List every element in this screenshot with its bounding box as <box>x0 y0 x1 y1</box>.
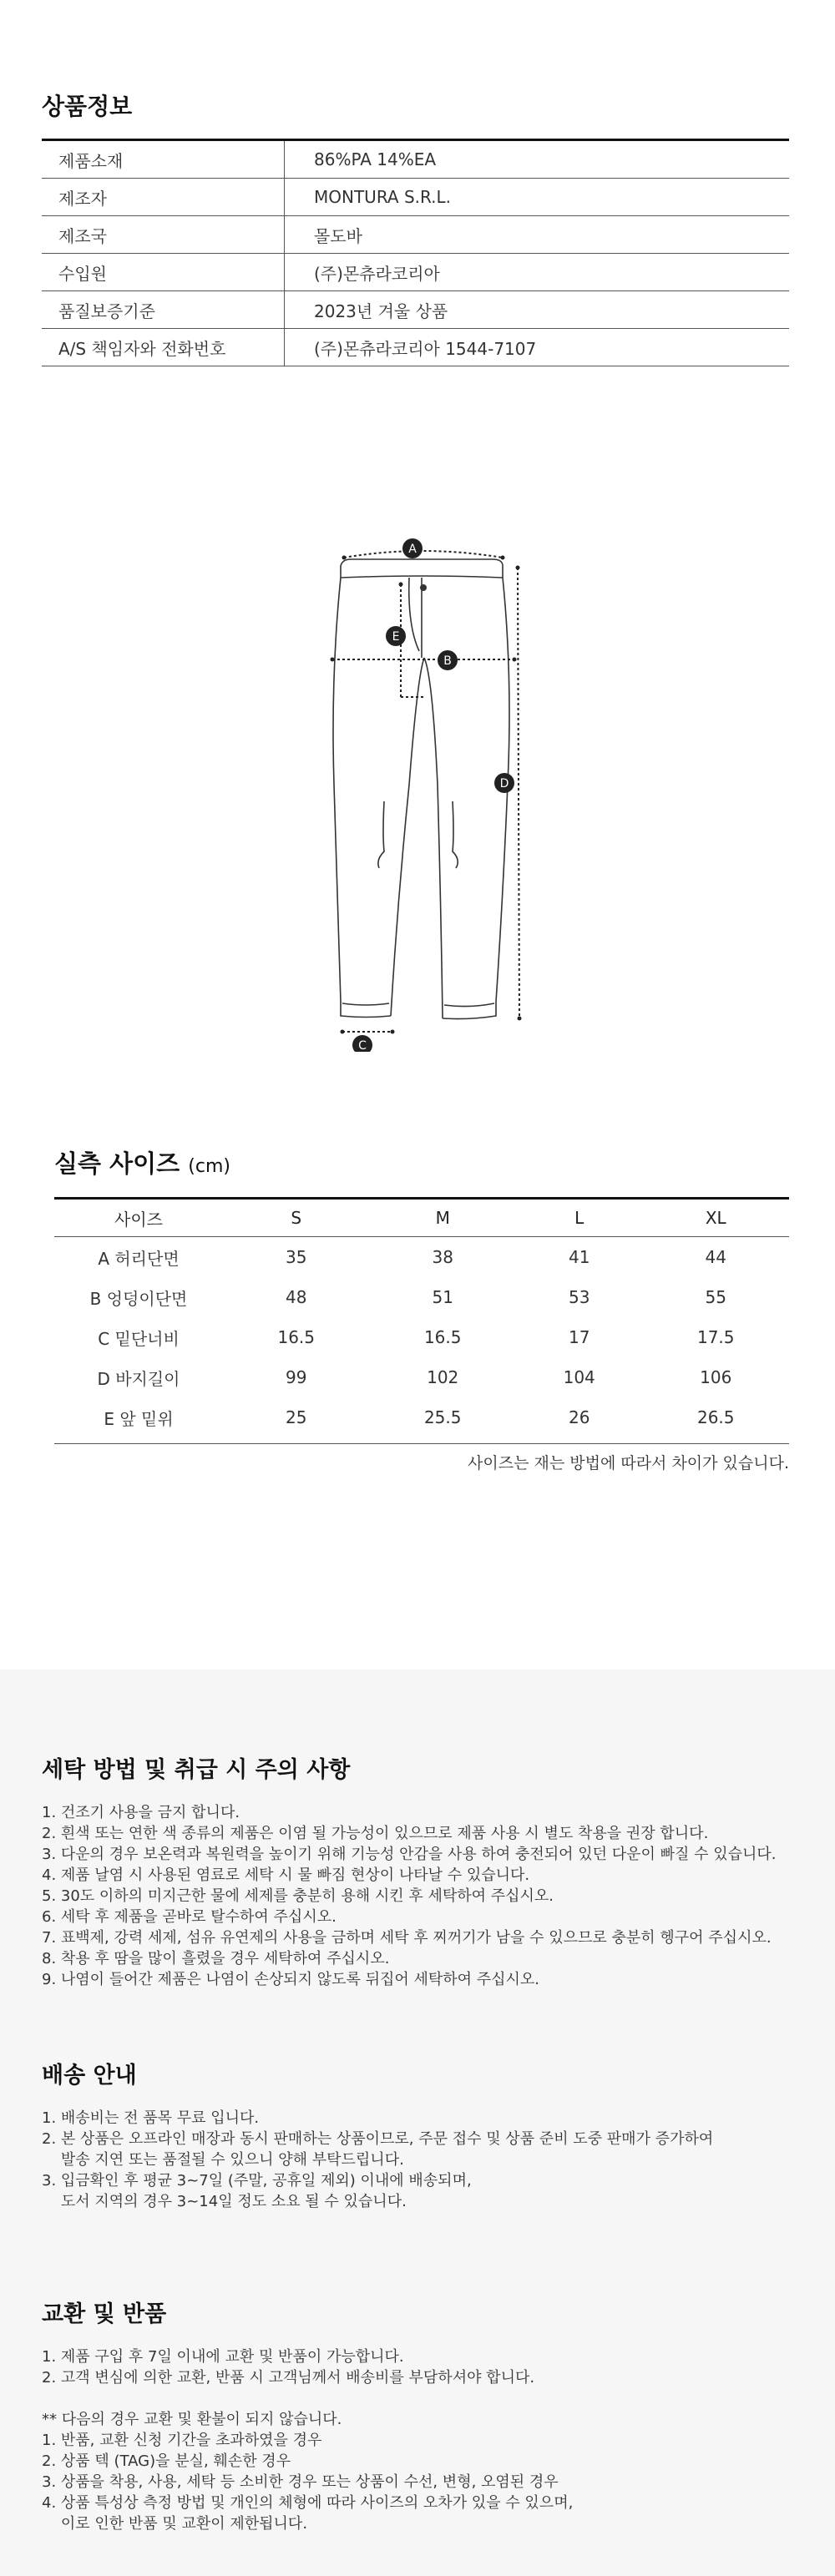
care-line: 9. 나염이 들어간 제품은 나염이 손상되지 않도록 뒤집어 세탁하여 주십시오. <box>42 1971 540 1988</box>
care-line: 1. 건조기 사용을 금지 합니다. <box>42 1804 240 1821</box>
cell: 26.5 <box>696 1407 735 1427</box>
cell: 106 <box>700 1367 732 1387</box>
info-label: 제조국 <box>42 216 285 254</box>
cell: 38 <box>432 1247 453 1267</box>
marker-e <box>386 626 406 646</box>
cell: 26 <box>568 1407 590 1427</box>
table-row <box>54 1397 789 1444</box>
product-info-table <box>42 139 789 366</box>
marker-d <box>494 773 514 793</box>
returns-line: ** 다음의 경우 교환 및 환불이 되지 않습니다. <box>42 2411 342 2428</box>
info-value: 86%PA 14%EA <box>285 140 790 179</box>
returns-line: 이로 인한 반품 및 교환이 제한됩니다. <box>42 2515 308 2533</box>
care-line: 3. 다운의 경우 보온력과 복원력을 높이기 위해 기능성 안감을 사용 하여 충전되어 있던 다운이 빠질 수 있습니다. <box>42 1846 777 1863</box>
table-row <box>54 1357 789 1397</box>
info-label: 제품소재 <box>42 140 285 179</box>
cell: 25 <box>286 1407 307 1427</box>
returns-line: 1. 제품 구입 후 7일 이내에 교환 및 반품이 가능합니다. <box>42 2348 404 2366</box>
care-section <box>42 1751 777 1990</box>
marker-d-label: D <box>499 777 509 790</box>
cell: 17 <box>568 1327 590 1347</box>
product-info-title: 상품정보 <box>42 93 133 120</box>
cell: 51 <box>432 1287 453 1307</box>
returns-line: 3. 상품을 착용, 사용, 세탁 등 소비한 경우 또는 상품이 수선, 변형, 오염된 경우 <box>42 2473 559 2491</box>
table-header-row <box>54 1199 789 1237</box>
shipping-line: 도서 지역의 경우 3~14일 정도 소요 될 수 있습니다. <box>42 2193 407 2210</box>
shipping-line: 1. 배송비는 전 품목 무료 입니다. <box>42 2109 260 2127</box>
returns-line: 1. 반품, 교환 신청 기간을 초과하였을 경우 <box>42 2432 322 2449</box>
returns-line <box>42 2388 573 2409</box>
row-label: B 엉덩이단면 <box>89 1288 188 1309</box>
table-row <box>42 291 789 329</box>
size-note: 사이즈는 재는 방법에 따라서 차이가 있습니다. <box>468 1454 789 1472</box>
marker-b <box>438 650 458 670</box>
care-line: 7. 표백제, 강력 세제, 섬유 유연제의 사용을 금하며 세탁 후 찌꺼기가 남을 수 있으므로 충분히 헹구어 주십시오. <box>42 1929 772 1947</box>
measurement-guides <box>332 551 519 1032</box>
marker-c <box>352 1035 372 1052</box>
care-line: 5. 30도 이하의 미지근한 물에 세제를 충분히 용해 시킨 후 세탁하여 주십시오. <box>42 1887 554 1905</box>
column-header: L <box>516 1199 643 1237</box>
row-label: D 바지길이 <box>97 1368 180 1389</box>
info-label: A/S 책임자와 전화번호 <box>42 329 285 366</box>
table-row <box>42 216 789 254</box>
marker-c-label: C <box>358 1039 367 1052</box>
info-value: (주)몬츄라코리아 1544-7107 <box>285 329 790 366</box>
table-row <box>54 1277 789 1317</box>
size-chart-title <box>54 1145 230 1179</box>
cell: 35 <box>286 1247 307 1267</box>
care-title: 세탁 방법 및 취급 시 주의 사항 <box>42 1757 351 1783</box>
returns-line: 2. 고객 변심에 의한 교환, 반품 시 고객님께서 배송비를 부담하셔야 합니다. <box>42 2369 535 2387</box>
marker-b-label: B <box>443 654 452 668</box>
cell: 55 <box>705 1287 726 1307</box>
cell: 25.5 <box>423 1407 462 1427</box>
info-label: 제조자 <box>42 179 285 216</box>
info-label: 품질보증기준 <box>42 291 285 329</box>
cell: 104 <box>563 1367 595 1387</box>
cell: 16.5 <box>277 1327 315 1347</box>
marker-a-label: A <box>408 543 417 556</box>
cell: 53 <box>568 1287 590 1307</box>
shipping-line: 2. 본 상품은 오프라인 매장과 동시 판매하는 상품이므로, 주문 접수 및 상품 준비 도중 판매가 증가하여 <box>42 2130 714 2148</box>
cell: 16.5 <box>423 1327 462 1347</box>
info-value: (주)몬츄라코리아 <box>285 254 790 291</box>
column-header: 사이즈 <box>54 1199 223 1237</box>
marker-a <box>402 538 423 558</box>
pants-measurement-diagram <box>326 534 526 1052</box>
waist-button <box>420 584 427 591</box>
cell: 41 <box>568 1247 590 1267</box>
cell: 99 <box>286 1367 307 1387</box>
returns-section <box>42 2296 573 2534</box>
care-line: 4. 제품 날염 시 사용된 염료로 세탁 시 물 빠짐 현상이 나타날 수 있습니다. <box>42 1866 530 1884</box>
care-line: 6. 세탁 후 제품을 곧바로 탈수하여 주십시오. <box>42 1908 337 1926</box>
size-chart-title-text: 실측 사이즈 <box>54 1149 180 1178</box>
size-chart-unit: (cm) <box>188 1156 230 1177</box>
column-header: S <box>223 1199 369 1237</box>
pants-outline <box>333 559 509 1019</box>
column-header: XL <box>642 1199 789 1237</box>
cell: 17.5 <box>696 1327 735 1347</box>
care-line: 2. 흰색 또는 연한 색 종류의 제품은 이염 될 가능성이 있으므로 제품 사용 시 별도 착용을 권장 합니다. <box>42 1825 709 1842</box>
shipping-section <box>42 2057 713 2212</box>
cell: 102 <box>427 1367 459 1387</box>
shipping-line: 3. 입금확인 후 평균 3~7일 (주말, 공휴일 제외) 이내에 배송되며, <box>42 2172 472 2190</box>
row-label: E 앞 밑위 <box>104 1408 174 1429</box>
returns-title: 교환 및 반품 <box>42 2301 167 2327</box>
column-header: M <box>369 1199 515 1237</box>
table-row <box>42 329 789 366</box>
row-label: A 허리단면 <box>98 1248 180 1269</box>
shipping-title: 배송 안내 <box>42 2063 137 2089</box>
size-chart-table <box>54 1197 789 1444</box>
care-line: 8. 착용 후 땀을 많이 흘렸을 경우 세탁하여 주십시오. <box>42 1950 390 1967</box>
measurement-guide-ends <box>331 556 522 1034</box>
info-value: 2023년 겨울 상품 <box>285 291 790 329</box>
marker-e-label: E <box>392 630 400 644</box>
returns-line: 4. 상품 특성상 측정 방법 및 개인의 체형에 따라 사이즈의 오차가 있을 수 있으며, <box>42 2494 574 2512</box>
info-value: MONTURA S.R.L. <box>285 179 790 216</box>
info-value: 몰도바 <box>285 216 790 254</box>
table-row <box>42 254 789 291</box>
returns-line: 2. 상품 텍 (TAG)을 분실, 훼손한 경우 <box>42 2452 291 2470</box>
table-row <box>42 179 789 216</box>
table-row <box>54 1317 789 1357</box>
info-label: 수입원 <box>42 254 285 291</box>
cell: 48 <box>286 1287 307 1307</box>
row-label: C 밑단너비 <box>98 1328 180 1349</box>
table-row <box>54 1237 789 1278</box>
shipping-line: 발송 지연 또는 품절될 수 있으니 양해 부탁드립니다. <box>42 2151 404 2169</box>
table-row <box>42 140 789 179</box>
cell: 44 <box>705 1247 726 1267</box>
